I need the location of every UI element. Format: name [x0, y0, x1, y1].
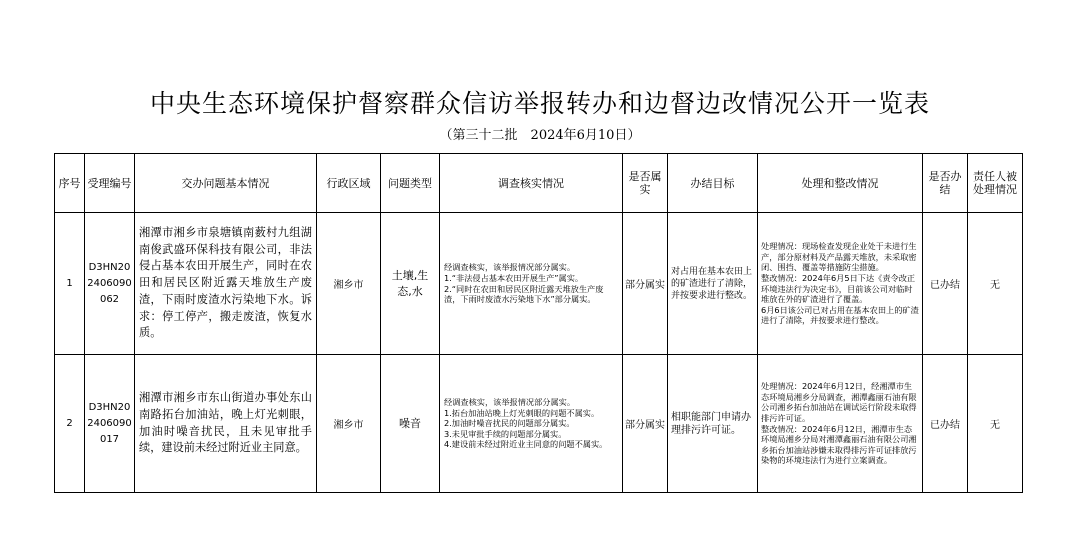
cell-is-closed: 已办结 — [923, 213, 968, 355]
cell-basic: 湘潭市湘乡市东山街道办事处东山南路拓台加油站，晚上灯光刺眼，加油时噪音扰民，且未见审批手续，建设前未经过附近业主同意。 — [135, 355, 317, 493]
cell-type: 噪音 — [381, 355, 440, 493]
page-subtitle: （第三十二批 2024年6月10日） — [439, 128, 641, 143]
cell-code: D3HN202406090017 — [85, 355, 135, 493]
investigation-line: 经调查核实，该举报情况部分属实。 — [444, 397, 576, 408]
cell-region: 湘乡市 — [317, 213, 381, 355]
header-is-true: 是否属实 — [623, 154, 668, 213]
header-investigation: 调查核实情况 — [440, 154, 623, 213]
cell-code: D3HN202406090062 — [85, 213, 135, 355]
handling-line: 整改情况：2024年6月12日，湘潭市生态环境局湘乡分局对湘潭鑫丽石油有限公司湘乡拓台加油站涉嫌未取得排污许可证排放污染物的环境违法行为进行立案调查。 — [761, 423, 917, 466]
cell-handling — [758, 355, 923, 493]
cell-target: 对占用在基本农田上的矿渣进行了清除，并按要求进行整改。 — [668, 213, 758, 355]
header-seq: 序号 — [55, 154, 85, 213]
cell-accountability: 无 — [968, 355, 1023, 493]
cell-seq: 1 — [55, 213, 85, 355]
cell-is-closed: 已办结 — [923, 355, 968, 493]
investigation-line: 2.加油时噪音扰民的问题部分属实。 — [444, 418, 575, 429]
cell-region: 湘乡市 — [317, 355, 381, 493]
investigation-line: 2.“同时在农田和居民区附近露天堆放生产废渣，下雨时废渣水污染地下水”部分属实。 — [444, 283, 604, 305]
header-type: 问题类型 — [381, 154, 440, 213]
cell-seq: 2 — [55, 355, 85, 493]
header-row — [55, 154, 1023, 213]
header-is-closed: 是否办结 — [923, 154, 968, 213]
investigation-line: 3.未见审批手续的问题部分属实。 — [444, 428, 567, 439]
header-handling: 处理和整改情况 — [758, 154, 923, 213]
handling-line: 处理情况：2024年6月12日，经湘潭市生态环境局湘乡分局调查，湘潭鑫丽石油有限公司湘乡拓台加油站在调试运行阶段未取得排污许可证。 — [761, 381, 917, 423]
header-accountability: 责任人被处理情况 — [968, 154, 1023, 213]
table-row — [55, 355, 1023, 493]
investigation-line: 1.“非法侵占基本农田开展生产”属实。 — [444, 272, 584, 283]
cell-type: 土壤,生态,水 — [381, 213, 440, 355]
cell-investigation — [440, 355, 623, 493]
cell-basic: 湘潭市湘乡市泉塘镇南薮村九组湖南俊武盛环保科技有限公司，非法侵占基本农田开展生产，同时在农田和居民区附近露天堆放生产废渣，下雨时废渣水污染地下水。诉求：停工停产，搬走废渣，恢复水质。 — [135, 213, 317, 355]
header-code: 受理编号 — [85, 154, 135, 213]
header-region: 行政区域 — [317, 154, 381, 213]
header-target: 办结目标 — [668, 154, 758, 213]
investigation-line: 1.拓台加油站晚上灯光刺眼的问题不属实。 — [444, 407, 600, 418]
header-basic: 交办问题基本情况 — [135, 154, 317, 213]
investigation-line: 4.建设前未经过附近业主同意的问题不属实。 — [444, 439, 608, 450]
cell-is-true: 部分属实 — [623, 213, 668, 355]
disclosure-table — [54, 153, 1023, 493]
cell-investigation — [440, 213, 623, 355]
cell-handling — [758, 213, 923, 355]
handling-line: 整改情况：2024年6月5日下达《责令改正环境违法行为决定书》，目前该公司对临时堆放在外的矿渣进行了覆盖。 — [761, 272, 916, 305]
handling-line: 处理情况：现场检查发现企业处于未进行生产，部分原材料及产品露天堆放，未采取密闭、围挡、覆盖等措施防尘措施。 — [761, 241, 917, 273]
investigation-line: 经调查核实，该举报情况部分属实。 — [444, 262, 576, 273]
table-row — [55, 213, 1023, 355]
cell-is-true: 部分属实 — [623, 355, 668, 493]
page-title: 中央生态环境保护督察群众信访举报转办和边督边改情况公开一览表 — [149, 89, 930, 118]
handling-line: 6月6日该公司已对占用在基本农田上的矿渣进行了清除，并按要求进行整改。 — [761, 304, 919, 326]
cell-target: 相职能部门申请办理排污许可证。 — [668, 355, 758, 493]
cell-accountability: 无 — [968, 213, 1023, 355]
